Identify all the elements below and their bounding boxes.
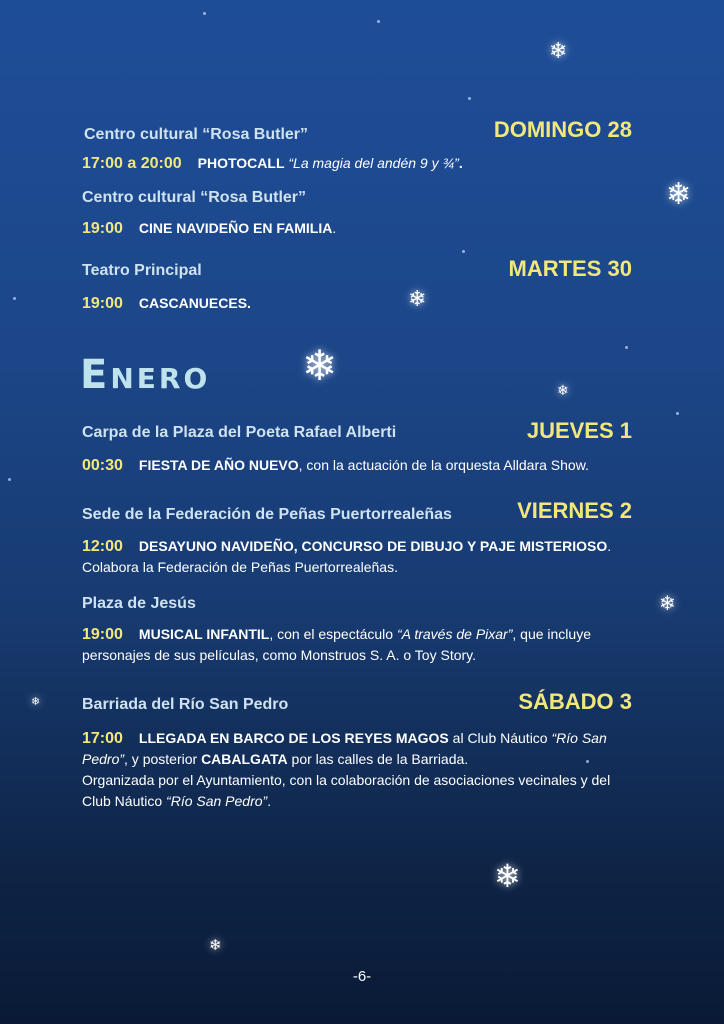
star-dot: [203, 12, 206, 15]
star-dot: [13, 297, 16, 300]
event-end: .: [332, 220, 337, 236]
event-detail: , con la actuación de la orquesta Alldara Show.: [298, 457, 589, 473]
event-subtitle: “La magia del andén 9 y ¾”: [284, 155, 459, 171]
day-heading: JUEVES 1: [526, 418, 632, 443]
event-show-name: “A través de Pixar”: [396, 626, 513, 642]
day-heading: SÁBADO 3: [518, 689, 632, 714]
event-detail: , y posterior: [124, 751, 202, 767]
club-name: “Río San Pedro”: [166, 793, 268, 809]
snowflake-icon: ❄: [408, 286, 427, 311]
event-paragraph: [82, 728, 642, 812]
event-line: [82, 295, 251, 313]
snowflake-icon: ❄: [302, 342, 338, 389]
event-title: FIESTA DE AÑO NUEVO: [138, 457, 299, 473]
snowflake-icon: ❄: [31, 696, 41, 708]
event-title: LLEGADA EN BARCO DE LOS REYES MAGOS: [138, 730, 449, 746]
event-title: MUSICAL INFANTIL: [138, 626, 270, 642]
venue-title: Centro cultural “Rosa Butler”: [82, 189, 307, 206]
event-detail: al Club Náutico: [448, 730, 552, 746]
snowflake-icon: ❄: [557, 382, 569, 398]
star-dot: [676, 412, 679, 415]
event-title: DESAYUNO NAVIDEÑO, CONCURSO DE DIBUJO Y PAJE MISTERIOSO: [138, 538, 608, 554]
day-heading: VIERNES 2: [517, 498, 632, 523]
page-number: -6-: [352, 968, 372, 985]
venue-title: Centro cultural “Rosa Butler”: [84, 126, 309, 143]
event-title: PHOTOCALL: [197, 155, 285, 171]
snowflake-icon: ❄: [549, 38, 568, 63]
snowflake-icon: ❄: [659, 593, 676, 615]
event-time: 17:00 a 20:00: [82, 155, 182, 172]
event-end: .: [458, 155, 463, 171]
star-dot: [377, 20, 380, 23]
event-title: CABALGATA: [201, 751, 288, 767]
venue-title: Barriada del Río San Pedro: [82, 696, 289, 713]
event-line: [82, 457, 589, 475]
event-title: CINE NAVIDEÑO EN FAMILIA: [138, 220, 333, 236]
month-heading: Enero: [80, 352, 211, 398]
star-dot: [468, 97, 471, 100]
event-detail: Organizada por el Ayuntamiento, con la colaboración de asociaciones vecinales y del Club Náutico: [82, 772, 611, 809]
venue-title: Sede de la Federación de Peñas Puertorrealeñas: [82, 506, 452, 523]
event-time: 00:30: [82, 457, 123, 474]
event-detail: por las calles de la Barriada.: [287, 751, 469, 767]
event-end: .: [267, 793, 272, 809]
event-detail: . Colabora la Federación de Peñas Puertorrealeñas.: [82, 538, 612, 575]
star-dot: [8, 478, 11, 481]
venue-title: Plaza de Jesús: [82, 595, 196, 612]
event-time: 19:00: [82, 626, 123, 643]
event-detail: , con el espectáculo: [269, 626, 397, 642]
snowflake-icon: ❄: [209, 937, 222, 954]
event-detail: , que incluye personajes de sus películas, como Monstruos S. A. o Toy Story.: [82, 626, 591, 663]
snowflake-icon: ❄: [494, 858, 521, 894]
event-paragraph: [82, 536, 642, 578]
day-heading: MARTES 30: [508, 256, 632, 281]
day-heading: DOMINGO 28: [493, 117, 632, 142]
event-line: [82, 220, 336, 238]
club-name: “Río San Pedro”: [82, 730, 607, 767]
event-paragraph: [82, 624, 642, 666]
event-time: 19:00: [82, 220, 123, 237]
event-title: CASCANUECES.: [138, 295, 251, 311]
event-time: 12:00: [82, 538, 123, 555]
event-time: 19:00: [82, 295, 123, 312]
event-time: 17:00: [82, 730, 123, 747]
venue-title: Teatro Principal: [82, 262, 202, 279]
star-dot: [462, 250, 465, 253]
event-line: [82, 155, 463, 173]
star-dot: [625, 346, 628, 349]
venue-title: Carpa de la Plaza del Poeta Rafael Alberti: [82, 424, 397, 441]
snowflake-icon: ❄: [666, 178, 692, 211]
